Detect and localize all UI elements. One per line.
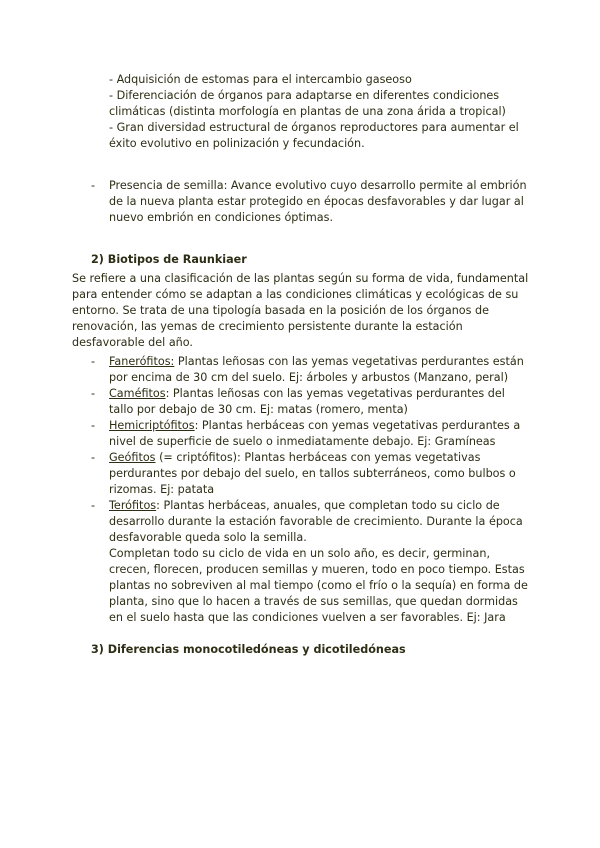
definition-text: : Plantas herbáceas, anuales, que completan todo su ciclo de: [156, 499, 500, 512]
bullet-dash: -: [91, 179, 96, 192]
paragraph-line: nivel de superficie de suelo o inmediatamente debajo. Ej: Gramíneas: [109, 435, 496, 448]
list-item: - Adquisición de estomas para el intercambio gaseoso: [109, 73, 412, 86]
section-heading-biotipos: 2) Biotipos de Raunkiaer: [91, 253, 247, 266]
bullet-dash: -: [91, 419, 96, 432]
paragraph-line: crecen, florecen, producen semillas y mueren, todo en poco tiempo. Estas: [109, 563, 525, 576]
paragraph-line: Completan todo su ciclo de vida en un solo año, es decir, germinan,: [109, 547, 491, 560]
bullet-dash: -: [91, 387, 96, 400]
definition-text: : Plantas leñosas con las yemas vegetativas perdurantes del: [165, 387, 505, 400]
paragraph-line: de la nueva planta estar protegido en épocas desfavorables y dar lugar al: [109, 195, 524, 208]
paragraph-line: nuevo embrión en condiciones óptimas.: [109, 211, 334, 224]
paragraph-line: desfavorable del año.: [72, 336, 193, 349]
term-camefitos: Caméfitos: [109, 387, 166, 400]
list-item: - Diferenciación de órganos para adaptarse en diferentes condiciones: [109, 89, 500, 102]
term-geofitos: Geófitos: [109, 451, 156, 464]
paragraph-line: Presencia de semilla: Avance evolutivo cuyo desarrollo permite al embrión: [109, 179, 527, 192]
paragraph-line: planta, sino que lo hacen a través de sus semillas, que quedan dormidas: [109, 595, 518, 608]
list-item: climáticas (distinta morfología en plantas de una zona árida a tropical): [109, 105, 506, 118]
list-item: - Gran diversidad estructural de órganos reproductores para aumentar el: [109, 121, 519, 134]
bullet-dash: -: [91, 499, 96, 512]
biotype-geofitos: [109, 450, 480, 466]
paragraph-line: perdurantes por debajo del suelo, en tallos subterráneos, como bulbos o: [109, 467, 516, 480]
list-item: éxito evolutivo en polinización y fecundación.: [109, 137, 365, 150]
paragraph-line: plantas no sobreviven al mal tiempo (como el frío o la sequía) en forma de: [109, 579, 528, 592]
biotype-camefitos: [109, 386, 505, 402]
bullet-dash: -: [91, 355, 96, 368]
paragraph-line: entorno. Se trata de una tipología basada en la posición de los órganos de: [72, 304, 490, 317]
paragraph-line: Se refiere a una clasificación de las plantas según su forma de vida, fundamental: [72, 272, 529, 285]
paragraph-line: para entender cómo se adaptan a las condiciones climáticas y ecológicas de su: [72, 288, 519, 301]
paragraph-line: desarrollo durante la estación favorable de crecimiento. Durante la época: [109, 515, 523, 528]
paragraph-line: en el suelo hasta que las condiciones vuelven a ser favorables. Ej: Jara: [109, 611, 506, 624]
paragraph-line: tallo por debajo de 30 cm. Ej: matas (romero, menta): [109, 403, 408, 416]
term-hemicriptofitos: Hemicriptófitos: [109, 419, 195, 432]
biotype-fanerofitos: [109, 354, 524, 370]
bullet-dash: -: [91, 451, 96, 464]
term-terofitos: Terófitos: [109, 499, 157, 512]
definition-text: (= criptófitos): Plantas herbáceas con yemas vegetativas: [155, 451, 481, 464]
definition-text: : Plantas herbáceas con yemas vegetativas perdurantes a: [194, 419, 521, 432]
biotype-hemicriptofitos: [109, 418, 520, 434]
paragraph-line: por encima de 30 cm del suelo. Ej: árboles y arbustos (Manzano, peral): [109, 371, 509, 384]
paragraph-line: renovación, las yemas de crecimiento persistente durante la estación: [72, 320, 463, 333]
paragraph-line: rizomas. Ej: patata: [109, 483, 215, 496]
definition-text: Plantas leñosas con las yemas vegetativas perdurantes están: [174, 355, 524, 368]
paragraph-line: desfavorable queda solo la semilla.: [109, 531, 307, 544]
section-heading-diferencias: 3) Diferencias monocotiledóneas y dicotiledóneas: [91, 643, 406, 656]
biotype-terofitos: [109, 498, 500, 514]
term-fanerofitos: Fanerófitos:: [109, 355, 175, 368]
